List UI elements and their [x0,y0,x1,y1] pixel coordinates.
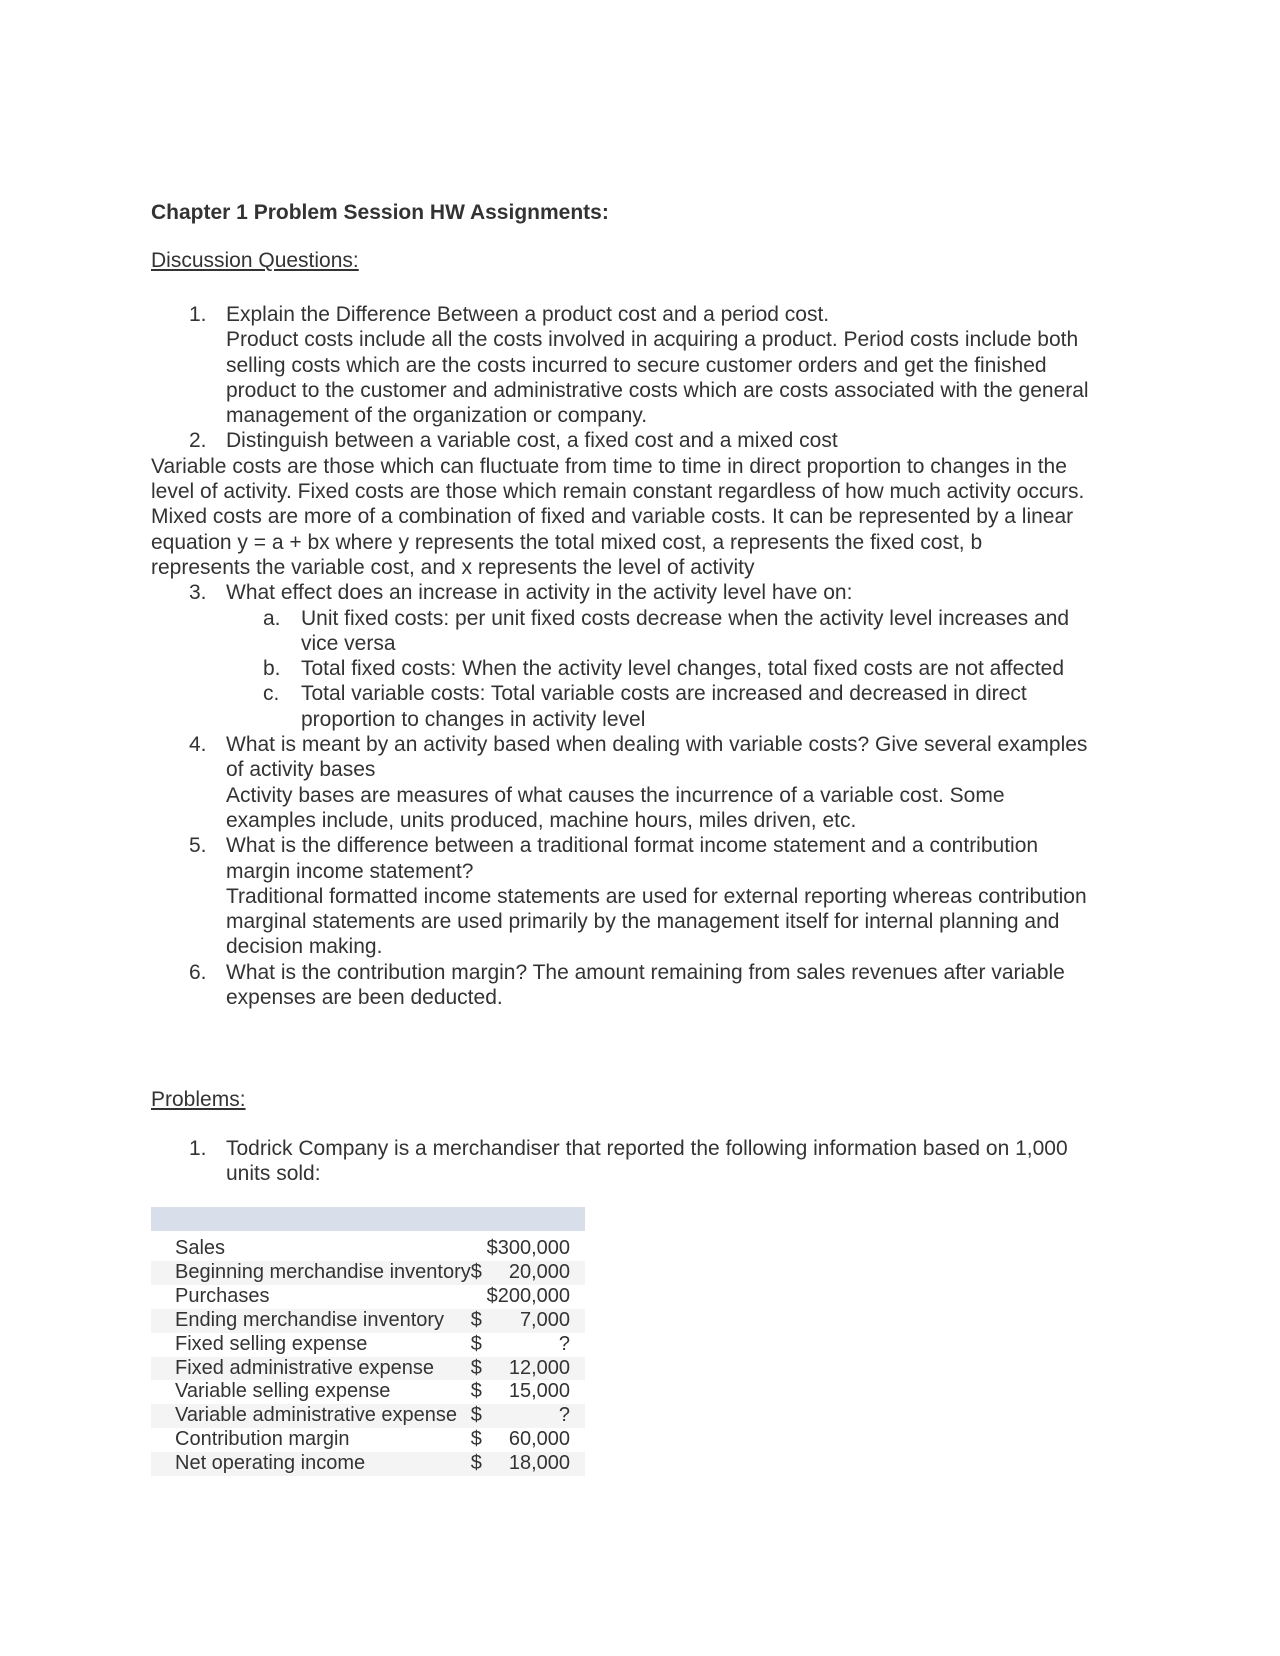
table-row [151,1261,585,1285]
answer-line: management of the organization or company. [226,404,648,428]
info-table [151,1207,585,1476]
dollar-sign: $ [471,1404,487,1428]
dollar-sign: $ [471,1261,487,1285]
table-row [151,1309,585,1333]
row-amount: ? [558,1332,570,1355]
row-label: Purchases [175,1284,270,1307]
sub-item-c [151,681,1131,732]
page-title: Chapter 1 Problem Session HW Assignments: [151,201,609,224]
sub-letter: b. [263,657,281,681]
table-row [151,1428,585,1452]
row-label: Sales [175,1237,226,1259]
problems-list [151,1136,1131,1187]
row-amount: $200,000 [486,1284,570,1307]
row-amount: 18,000 [487,1452,585,1476]
sub-item-b [151,656,1131,681]
sub-letter: c. [263,682,280,706]
answer-line: selling costs which are the costs incurred to secure customer orders and get the finished [226,353,1047,377]
problems-heading: Problems: [151,1088,246,1111]
row-amount: $300,000 [486,1237,570,1259]
sub-text: Total variable costs: Total variable costs are increased and decreased in direct [301,682,1027,706]
dollar-sign: $ [470,1380,482,1403]
problem-text: Todrick Company is a merchandiser that reported the following information based on 1,000 [226,1137,1068,1160]
table-row [151,1357,585,1381]
row-amount: 60,000 [508,1428,570,1451]
list-number: 2. [189,429,207,453]
answer-line: represents the variable cost, and x represents the level of activity [151,555,755,579]
row-label: Fixed administrative expense [151,1357,471,1381]
table-row [151,1452,585,1476]
list-number: 6. [189,960,207,984]
question-text: What is the contribution margin? The amount remaining from sales revenues after variable [226,960,1065,984]
row-label: Contribution margin [175,1428,350,1451]
dollar-sign: $ [471,1357,487,1381]
answer-line: examples include, units produced, machine hours, miles driven, etc. [226,808,857,832]
row-amount: 12,000 [487,1357,585,1381]
dollar-sign: $ [470,1332,482,1355]
sub-text: Unit fixed costs: per unit fixed costs decrease when the activity level increases and [301,606,1070,630]
question-text: What effect does an increase in activity in the activity level have on: [226,581,853,605]
table-row [151,1404,585,1428]
row-amount: 20,000 [487,1261,585,1285]
answer-2-paragraph [151,454,1131,580]
sub-text: proportion to changes in activity level [301,707,646,731]
answer-line: Product costs include all the costs involved in acquiring a product. Period costs include both [226,328,1079,352]
row-label: Beginning merchandise inventory [151,1261,471,1285]
sub-item-a [151,606,1131,657]
question-6 [151,960,1131,1011]
discussion-heading: Discussion Questions: [151,249,359,272]
question-text: of activity bases [226,758,376,782]
list-number: 4. [189,733,207,757]
row-amount: 7,000 [487,1309,585,1333]
discussion-list [151,302,1131,1010]
dollar-sign [471,1285,487,1309]
question-text: What is meant by an activity based when dealing with variable costs? Give several examples [226,733,1088,757]
problem-text: units sold: [226,1162,321,1186]
dollar-sign: $ [471,1309,487,1333]
answer-line: level of activity. Fixed costs are those which remain constant regardless of how much activity occurs. [151,480,1085,504]
row-label: Variable selling expense [175,1380,391,1403]
question-text: expenses are been deducted. [226,986,503,1010]
problem-1 [151,1136,1131,1187]
row-label: Fixed selling expense [175,1332,368,1355]
list-number: 3. [189,581,207,605]
row-amount: 15,000 [508,1380,570,1403]
question-3 [151,580,1131,605]
list-number: 1. [189,303,207,326]
sub-letter: a. [263,606,281,630]
row-amount: ? [487,1404,585,1428]
answer-line: marginal statements are used primarily by the management itself for internal planning and [226,910,1060,934]
table-row [151,1380,585,1404]
answer-line: equation y = a + bx where y represents the total mixed cost, a represents the fixed cost, b [151,530,983,554]
question-2 [151,428,1131,453]
table-row [151,1333,585,1357]
dollar-sign [471,1237,487,1261]
sub-text: vice versa [301,631,396,655]
question-text: What is the difference between a traditional format income statement and a contribution [226,834,1039,858]
list-number: 5. [189,834,207,858]
question-text: Distinguish between a variable cost, a fixed cost and a mixed cost [226,429,838,453]
sub-text: Total fixed costs: When the activity level changes, total fixed costs are not affected [301,657,1065,681]
list-number: 1. [189,1137,207,1160]
answer-line: decision making. [226,935,383,959]
dollar-sign: $ [471,1452,487,1476]
question-5 [151,833,1131,959]
dollar-sign: $ [470,1428,482,1451]
question-1 [151,302,1131,428]
question-4 [151,732,1131,833]
question-text: Explain the Difference Between a product cost and a period cost. [226,303,830,326]
answer-line: Mixed costs are more of a combination of fixed and variable costs. It can be represented by a linear [151,505,1074,529]
answer-line: Variable costs are those which can fluctuate from time to time in direct proportion to changes in the [151,454,1067,478]
answer-line: Traditional formatted income statements are used for external reporting whereas contribution [226,884,1087,908]
table-row [151,1285,585,1309]
answer-line: product to the customer and administrative costs which are costs associated with the general [226,378,1089,402]
question-text: margin income statement? [226,859,474,883]
row-label: Ending merchandise inventory [151,1309,471,1333]
answer-line: Activity bases are measures of what causes the incurrence of a variable cost. Some [226,783,1005,807]
table-header-band [151,1207,585,1231]
table-row [151,1237,585,1261]
row-label: Net operating income [151,1452,471,1476]
row-label: Variable administrative expense [151,1404,471,1428]
